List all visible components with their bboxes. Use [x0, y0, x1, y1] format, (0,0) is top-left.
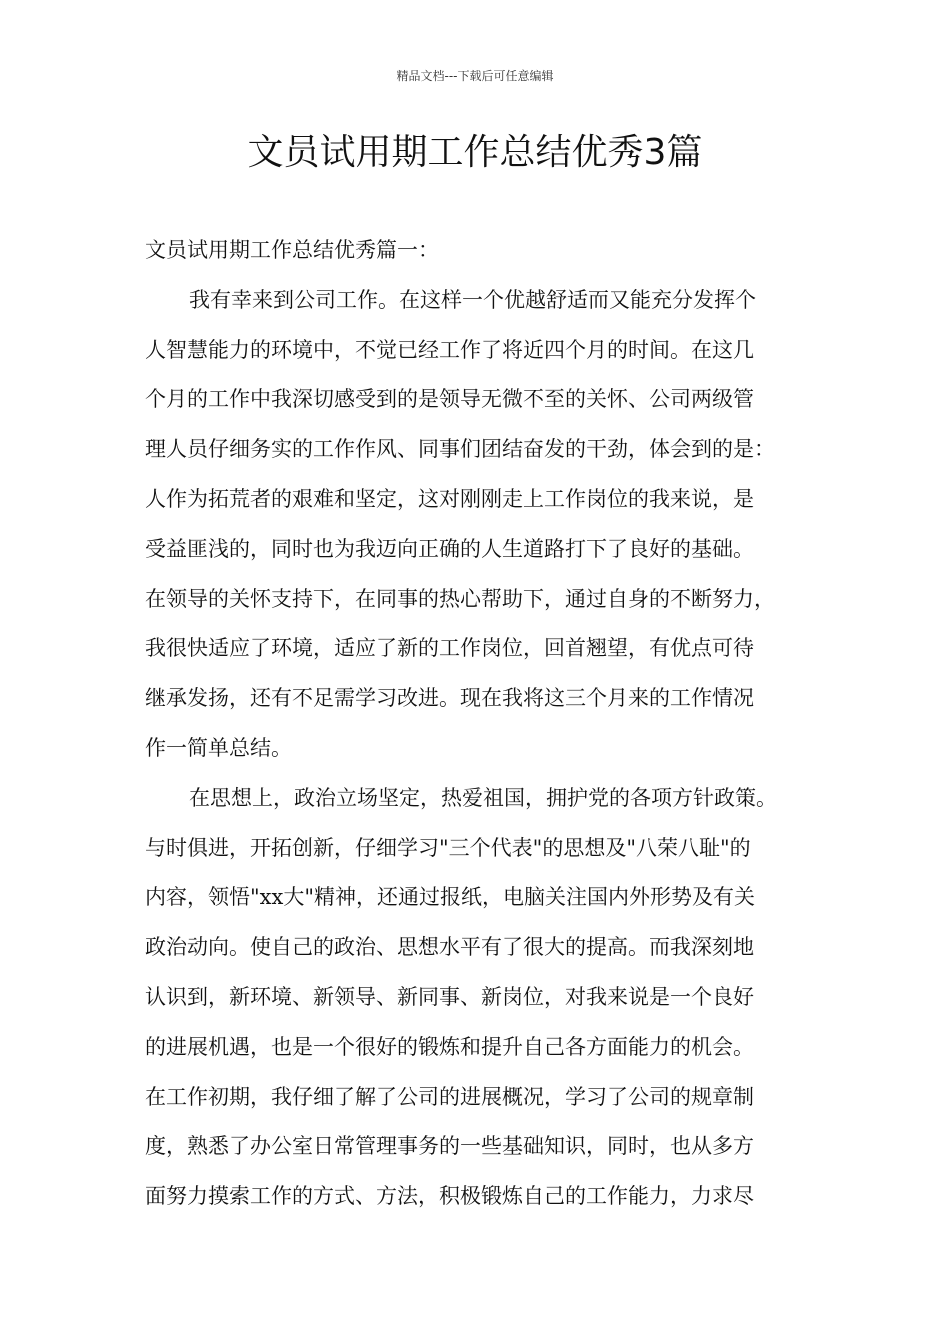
paragraph-line: 的进展机遇，也是一个很好的锻炼和提升自己各方面能力的机会。	[145, 1034, 754, 1059]
header-note: 精品文档---下载后可任意编辑	[396, 69, 554, 83]
paragraph-line: 个月的工作中我深切感受到的是领导无微不至的关怀、公司两级管	[145, 387, 754, 412]
paragraph-line: 受益匪浅的，同时也为我迈向正确的人生道路打下了良好的基础。	[145, 536, 754, 561]
paragraph-line: 我有幸来到公司工作。在这样一个优越舒适而又能充分发挥个	[189, 287, 756, 312]
paragraph-line: 内容，领悟"xx大"精神，还通过报纸，电脑关注国内外形势及有关	[145, 885, 756, 910]
document-body	[145, 226, 835, 1222]
paragraph-line: 在领导的关怀支持下，在同事的热心帮助下，通过自身的不断努力，	[145, 586, 775, 611]
paragraph-line: 认识到，新环境、新领导、新同事、新岗位，对我来说是一个良好	[145, 984, 754, 1009]
paragraph-line: 在工作初期，我仔细了解了公司的进展概况，学习了公司的规章制	[145, 1084, 754, 1109]
paragraph-line: 政治动向。使自己的政治、思想水平有了很大的提高。而我深刻地	[145, 935, 754, 960]
paragraph-line: 在思想上，政治立场坚定，热爱祖国，拥护党的各项方针政策。	[189, 785, 777, 810]
section-heading: 文员试用期工作总结优秀篇一：	[145, 238, 439, 262]
paragraph-line: 作一简单总结。	[145, 735, 292, 760]
paragraph-line: 理人员仔细务实的工作作风、同事们团结奋发的干劲，体会到的是：	[145, 437, 775, 462]
document-title: 文员试用期工作总结优秀3篇	[247, 132, 703, 173]
paragraph-line: 度，熟悉了办公室日常管理事务的一些基础知识，同时，也从多方	[145, 1134, 754, 1159]
paragraph-line: 与时俱进，开拓创新，仔细学习"三个代表"的思想及"八荣八耻"的	[145, 835, 751, 860]
paragraph-line: 面努力摸索工作的方式、方法，积极锻炼自己的工作能力，力求尽	[145, 1184, 754, 1209]
paragraph-line: 人作为拓荒者的艰难和坚定，这对刚刚走上工作岗位的我来说，是	[145, 486, 754, 511]
paragraph-line: 继承发扬，还有不足需学习改进。现在我将这三个月来的工作情况	[145, 686, 754, 711]
paragraph-line: 我很快适应了环境，适应了新的工作岗位，回首翘望，有优点可待	[145, 636, 754, 661]
paragraph-line: 人智慧能力的环境中，不觉已经工作了将近四个月的时间。在这几	[145, 337, 754, 362]
